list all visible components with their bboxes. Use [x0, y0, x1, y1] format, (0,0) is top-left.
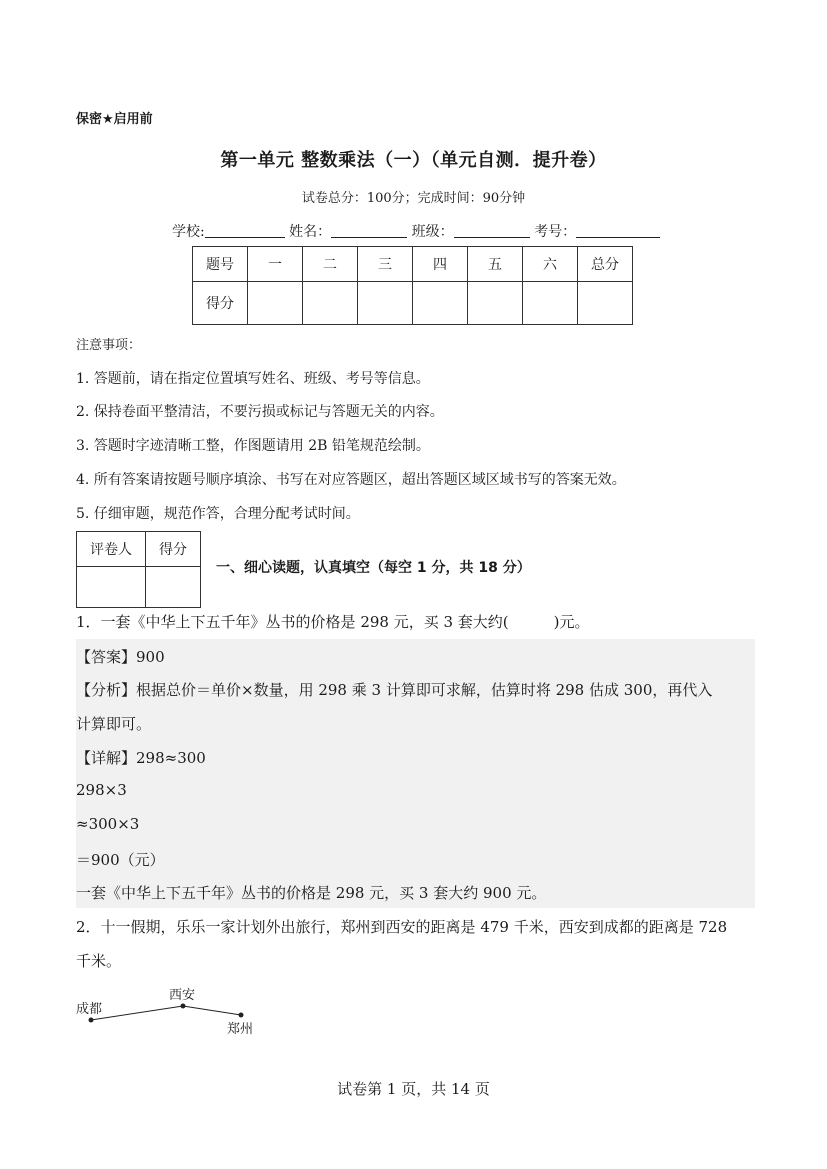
grader-score-header: 得分 — [146, 532, 201, 567]
note-item: 2. 保持卷面平整清洁，不要污损或标记与答题无关的内容。 — [76, 404, 444, 420]
exam-subtitle: 试卷总分：100分；完成时间：90分钟 — [301, 191, 526, 206]
score-cell[interactable] — [578, 282, 633, 325]
note-item: 5. 仔细审题，规范作答，合理分配考试时间。 — [76, 506, 360, 522]
grader-score-cell[interactable] — [146, 567, 201, 608]
notes-title: 注意事项： — [76, 338, 142, 353]
q1-step: ＝900（元） — [76, 851, 165, 869]
name-blank[interactable] — [331, 223, 407, 238]
score-cell[interactable] — [468, 282, 523, 325]
xian-label: 西安 — [169, 988, 196, 1003]
score-header-cell: 五 — [468, 247, 523, 282]
chengdu-label: 成都 — [76, 1002, 103, 1017]
question-2-cont: 千米。 — [76, 952, 122, 970]
school-blank[interactable] — [205, 223, 285, 238]
section-1-title: 一、细心读题，认真填空（每空 1 分，共 18 分） — [216, 560, 531, 576]
score-cell[interactable] — [358, 282, 413, 325]
confidential-label: 保密★启用前 — [76, 112, 153, 127]
class-label: 班级： — [411, 224, 454, 240]
score-table — [192, 246, 633, 325]
q1-step: 298×3 — [76, 781, 127, 799]
score-header-cell: 三 — [358, 247, 413, 282]
q1-detail: 【详解】298≈300 — [76, 749, 206, 767]
q1-analysis-cont: 计算即可。 — [76, 715, 152, 733]
q1-conclusion: 一套《中华上下五千年》丛书的价格是 298 元，买 3 套大约 900 元。 — [76, 884, 547, 902]
note-item: 1. 答题前，请在指定位置填写姓名、班级、考号等信息。 — [76, 371, 430, 387]
student-info-line — [172, 221, 660, 241]
exam-no-label: 考号： — [534, 224, 577, 240]
grader-table — [76, 531, 201, 608]
score-header-cell: 题号 — [193, 247, 248, 282]
name-label: 姓名： — [289, 224, 332, 240]
class-blank[interactable] — [454, 223, 530, 238]
score-cell[interactable] — [248, 282, 303, 325]
score-header-cell: 总分 — [578, 247, 633, 282]
score-table-header-row — [193, 247, 633, 282]
grader-cell[interactable] — [77, 567, 146, 608]
xian-point — [181, 1004, 186, 1009]
zhengzhou-label: 郑州 — [227, 1022, 254, 1037]
chengdu-point — [89, 1018, 94, 1023]
score-header-cell: 四 — [413, 247, 468, 282]
route-xian-zhengzhou — [183, 1006, 241, 1015]
note-item: 4. 所有答案请按题号顺序填涂、书写在对应答题区，超出答题区域区域书写的答案无效。 — [76, 472, 626, 488]
zhengzhou-point — [239, 1013, 244, 1018]
route-map — [70, 985, 270, 1045]
note-item: 3. 答题时字迹清晰工整，作图题请用 2B 铅笔规范绘制。 — [76, 438, 430, 454]
score-header-cell: 二 — [303, 247, 358, 282]
question-2: 2．十一假期，乐乐一家计划外出旅行，郑州到西安的距离是 479 千米，西安到成都的距离是 728 — [76, 918, 728, 936]
grader-header: 评卷人 — [77, 532, 146, 567]
score-cell[interactable] — [523, 282, 578, 325]
score-table-score-row — [193, 282, 633, 325]
exam-title: 第一单元 整数乘法（一）（单元自测．提升卷） — [220, 150, 607, 171]
q1-analysis: 【分析】根据总价＝单价×数量，用 298 乘 3 计算即可求解，估算时将 298 估成 300，再代入 — [76, 681, 713, 699]
school-label: 学校: — [172, 224, 205, 240]
page-footer: 试卷第 1 页，共 14 页 — [337, 1080, 490, 1098]
score-header-cell: 六 — [523, 247, 578, 282]
score-cell[interactable] — [413, 282, 468, 325]
score-cell[interactable] — [303, 282, 358, 325]
exam-no-blank[interactable] — [576, 223, 660, 238]
score-header-cell: 一 — [248, 247, 303, 282]
q1-step: ≈300×3 — [76, 815, 140, 833]
score-row-label: 得分 — [193, 282, 248, 325]
q1-answer: 【答案】900 — [76, 648, 165, 666]
route-chengdu-xian — [91, 1006, 183, 1020]
question-1: 1．一套《中华上下五千年》丛书的价格是 298 元，买 3 套大约( )元。 — [76, 613, 590, 631]
